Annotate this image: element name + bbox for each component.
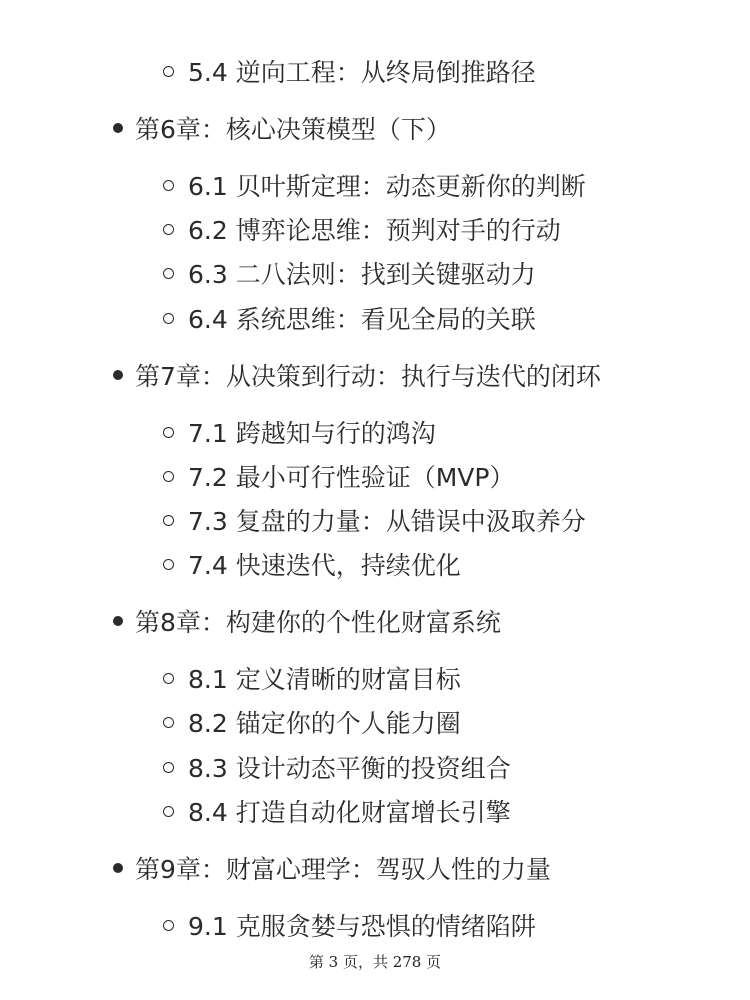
page-number-footer: 第 3 页，共 278 页 [308,953,442,971]
hollow-bullet-icon [163,313,174,324]
hollow-bullet-icon [163,180,174,191]
toc-chapter-label: 第7章：从决策到行动：执行与迭代的闭环 [135,362,601,391]
hollow-bullet-icon [163,717,174,728]
hollow-bullet-icon [163,762,174,773]
toc-section-label: 7.4 快速迭代，持续优化 [188,551,461,580]
solid-bullet-icon [113,123,123,133]
toc-section-label: 7.1 跨越知与行的鸿沟 [188,419,436,448]
hollow-bullet-icon [163,673,174,684]
toc-section-label: 5.4 逆向工程：从终局倒推路径 [188,58,536,87]
solid-bullet-icon [113,370,123,380]
toc-section-label: 6.1 贝叶斯定理：动态更新你的判断 [188,172,586,201]
toc-section-label: 6.2 博弈论思维：预判对手的行动 [188,216,561,245]
toc-section-label: 8.4 打造自动化财富增长引擎 [188,798,511,827]
hollow-bullet-icon [163,66,174,77]
toc-section-label: 8.1 定义清晰的财富目标 [188,665,461,694]
toc-section-label: 7.2 最小可行性验证（MVP） [188,463,515,492]
toc-section-label: 6.3 二八法则：找到关键驱动力 [188,260,536,289]
hollow-bullet-icon [163,515,174,526]
solid-bullet-icon [113,863,123,873]
hollow-bullet-icon [163,806,174,817]
toc-chapter-label: 第8章：构建你的个性化财富系统 [135,608,501,637]
hollow-bullet-icon [163,559,174,570]
hollow-bullet-icon [163,268,174,279]
hollow-bullet-icon [163,224,174,235]
hollow-bullet-icon [163,427,174,438]
hollow-bullet-icon [163,920,174,931]
toc-section-label: 8.3 设计动态平衡的投资组合 [188,754,511,783]
toc-chapter-label: 第9章：财富心理学：驾驭人性的力量 [135,855,551,884]
solid-bullet-icon [113,616,123,626]
hollow-bullet-icon [163,471,174,482]
toc-chapter-label: 第6章：核心决策模型（下） [135,115,451,144]
toc-section-label: 7.3 复盘的力量：从错误中汲取养分 [188,507,586,536]
toc-section-label: 6.4 系统思维：看见全局的关联 [188,305,536,334]
toc-section-label: 9.1 克服贪婪与恐惧的情绪陷阱 [188,912,536,941]
toc-section-label: 8.2 锚定你的个人能力圈 [188,709,461,738]
